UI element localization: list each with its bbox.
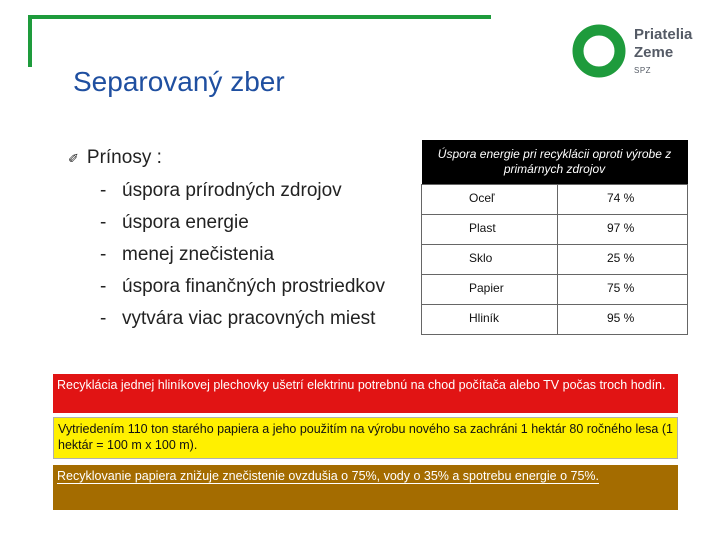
logo	[572, 22, 712, 82]
value-cell: 25 %	[558, 245, 688, 275]
list-item: - úspora energie	[100, 212, 249, 233]
frame-top-line	[28, 15, 491, 19]
fact-box-yellow: Vytriedením 110 ton starého papiera a jeho použitím na výrobu nového sa zachráni 1 hektár 80 ročného lesa (1 hektár = 100 m x 100 m).	[53, 417, 678, 459]
energy-savings-table	[421, 140, 688, 335]
fact-box-red: Recyklácia jednej hliníkovej plechovky ušetrí elektrinu potrebnú na chod počítača alebo TV počas troch hodín.	[53, 374, 678, 413]
value-cell: 97 %	[558, 215, 688, 245]
benefits-list	[100, 178, 385, 338]
table-row	[422, 185, 688, 215]
logo-line-1: Priatelia	[634, 26, 693, 43]
logo-line-3: SPZ	[634, 66, 652, 75]
list-item: - menej znečistenia	[100, 244, 275, 265]
list-item: - úspora prírodných zdrojov	[100, 180, 342, 201]
material-cell: Papier	[422, 275, 558, 305]
material-cell: Sklo	[422, 245, 558, 275]
table-row	[422, 275, 688, 305]
list-item: - vytvára viac pracovných miest	[100, 308, 376, 329]
frame-left-line	[28, 15, 32, 67]
benefits-heading	[68, 147, 162, 169]
list-item: - úspora finančných prostriedkov	[100, 276, 385, 297]
table-header: Úspora energie pri recyklácii oproti výrobe z primárnych zdrojov	[422, 140, 688, 185]
value-cell: 74 %	[558, 185, 688, 215]
fact-box-brown-text: Recyklovanie papiera znižuje znečistenie ovzdušia o 75%, vody o 35% a spotrebu energie o 75%.	[57, 469, 599, 483]
value-cell: 75 %	[558, 275, 688, 305]
logo-ring-icon	[572, 24, 626, 78]
page-title: Separovaný zber	[73, 66, 285, 97]
table-row	[422, 305, 688, 335]
logo-line-2: Zeme	[634, 44, 674, 61]
material-cell: Plast	[422, 215, 558, 245]
logo-text	[634, 26, 692, 75]
table-row	[422, 245, 688, 275]
material-cell: Hliník	[422, 305, 558, 335]
benefits-heading-text: Prínosy :	[86, 147, 162, 168]
fact-box-brown	[53, 465, 678, 510]
material-cell: Oceľ	[422, 185, 558, 215]
value-cell: 95 %	[558, 305, 688, 335]
pen-icon: ✐	[68, 151, 79, 166]
table-row	[422, 215, 688, 245]
